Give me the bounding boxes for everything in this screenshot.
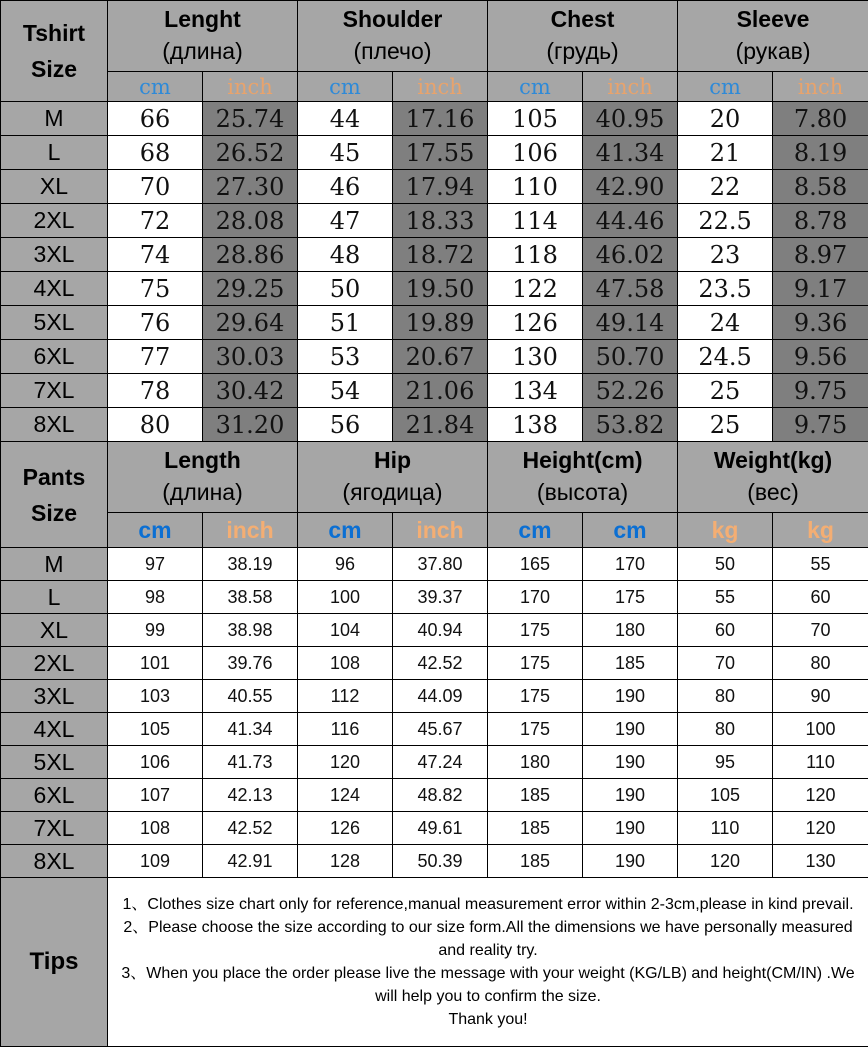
pants-value-cell: 101 xyxy=(108,647,203,680)
pants-value-cell: 190 xyxy=(583,680,678,713)
pants-value-cell: 190 xyxy=(583,812,678,845)
tshirt-size-label: 3XL xyxy=(1,238,108,272)
tshirt-value-cell: 29.25 xyxy=(203,272,298,306)
tshirt-size-row xyxy=(1,170,868,204)
tshirt-value-cell: 9.17 xyxy=(773,272,868,306)
tshirt-value-cell: 30.42 xyxy=(203,374,298,408)
tshirt-value-cell: 31.20 xyxy=(203,408,298,442)
pants-column-header xyxy=(488,442,678,513)
pants-value-cell: 130 xyxy=(773,845,868,878)
tshirt-value-cell: 46 xyxy=(298,170,393,204)
tshirt-value-cell: 48 xyxy=(298,238,393,272)
pants-size-row xyxy=(1,680,868,713)
tshirt-column-header xyxy=(108,1,298,72)
tshirt-size-header-line: Size xyxy=(1,51,107,87)
pants-value-cell: 50 xyxy=(678,548,773,581)
tshirt-value-cell: 19.50 xyxy=(393,272,488,306)
tshirt-size-label: XL xyxy=(1,170,108,204)
pants-value-cell: 97 xyxy=(108,548,203,581)
tshirt-value-cell: 25 xyxy=(678,408,773,442)
tshirt-size-row xyxy=(1,102,868,136)
pants-value-cell: 106 xyxy=(108,746,203,779)
pants-value-cell: 42.13 xyxy=(203,779,298,812)
tshirt-value-cell: 18.33 xyxy=(393,204,488,238)
pants-value-cell: 170 xyxy=(583,548,678,581)
tshirt-value-cell: 134 xyxy=(488,374,583,408)
pants-value-cell: 49.61 xyxy=(393,812,488,845)
tshirt-value-cell: 21.06 xyxy=(393,374,488,408)
pants-unit-label: cm xyxy=(583,513,678,548)
pants-value-cell: 185 xyxy=(488,812,583,845)
tshirt-value-cell: 52.26 xyxy=(583,374,678,408)
tshirt-value-cell: 75 xyxy=(108,272,203,306)
tshirt-value-cell: 20 xyxy=(678,102,773,136)
tshirt-size-row xyxy=(1,136,868,170)
pants-size-row xyxy=(1,548,868,581)
tshirt-value-cell: 27.30 xyxy=(203,170,298,204)
pants-unit-label: cm xyxy=(298,513,393,548)
pants-value-cell: 185 xyxy=(488,845,583,878)
pants-size-row xyxy=(1,581,868,614)
tshirt-column-title: Chest xyxy=(488,4,677,34)
pants-value-cell: 120 xyxy=(298,746,393,779)
pants-size-row xyxy=(1,713,868,746)
pants-value-cell: 60 xyxy=(773,581,868,614)
pants-value-cell: 120 xyxy=(678,845,773,878)
tshirt-value-cell: 23 xyxy=(678,238,773,272)
tshirt-value-cell: 24.5 xyxy=(678,340,773,374)
tshirt-value-cell: 20.67 xyxy=(393,340,488,374)
pants-value-cell: 120 xyxy=(773,779,868,812)
pants-value-cell: 116 xyxy=(298,713,393,746)
tshirt-value-cell: 54 xyxy=(298,374,393,408)
tshirt-value-cell: 70 xyxy=(108,170,203,204)
tshirt-value-cell: 17.55 xyxy=(393,136,488,170)
tshirt-size-label: M xyxy=(1,102,108,136)
pants-value-cell: 90 xyxy=(773,680,868,713)
pants-size-row xyxy=(1,812,868,845)
tshirt-column-header xyxy=(298,1,488,72)
tshirt-value-cell: 8.19 xyxy=(773,136,868,170)
pants-unit-label: cm xyxy=(108,513,203,548)
tshirt-value-cell: 138 xyxy=(488,408,583,442)
pants-size-label: 6XL xyxy=(1,779,108,812)
pants-value-cell: 39.76 xyxy=(203,647,298,680)
tshirt-column-header xyxy=(678,1,868,72)
pants-value-cell: 42.91 xyxy=(203,845,298,878)
pants-value-cell: 110 xyxy=(773,746,868,779)
pants-column-subtitle: (высота) xyxy=(488,475,677,509)
tips-label: Tips xyxy=(1,878,108,1047)
pants-column-header xyxy=(108,442,298,513)
tshirt-unit-label: inch xyxy=(203,72,298,102)
pants-value-cell: 190 xyxy=(583,713,678,746)
tshirt-unit-label: inch xyxy=(773,72,868,102)
tshirt-value-cell: 8.58 xyxy=(773,170,868,204)
pants-value-cell: 38.19 xyxy=(203,548,298,581)
pants-value-cell: 165 xyxy=(488,548,583,581)
pants-value-cell: 99 xyxy=(108,614,203,647)
tshirt-value-cell: 23.5 xyxy=(678,272,773,306)
pants-value-cell: 124 xyxy=(298,779,393,812)
pants-value-cell: 50.39 xyxy=(393,845,488,878)
tshirt-unit-label: inch xyxy=(583,72,678,102)
tshirt-value-cell: 28.08 xyxy=(203,204,298,238)
pants-value-cell: 48.82 xyxy=(393,779,488,812)
pants-value-cell: 41.73 xyxy=(203,746,298,779)
pants-value-cell: 98 xyxy=(108,581,203,614)
tshirt-column-title: Sleeve xyxy=(678,4,868,34)
tshirt-value-cell: 9.75 xyxy=(773,408,868,442)
tshirt-size-row xyxy=(1,238,868,272)
pants-column-title: Hip xyxy=(298,445,487,475)
tshirt-value-cell: 53.82 xyxy=(583,408,678,442)
tshirt-value-cell: 106 xyxy=(488,136,583,170)
tshirt-column-subtitle: (плечо) xyxy=(298,34,487,68)
pants-size-row xyxy=(1,647,868,680)
pants-value-cell: 175 xyxy=(488,647,583,680)
pants-column-title: Length xyxy=(108,445,297,475)
pants-value-cell: 185 xyxy=(488,779,583,812)
pants-size-label: XL xyxy=(1,614,108,647)
tshirt-size-label: 5XL xyxy=(1,306,108,340)
tshirt-value-cell: 114 xyxy=(488,204,583,238)
pants-size-label: 8XL xyxy=(1,845,108,878)
pants-value-cell: 55 xyxy=(773,548,868,581)
tips-line: 1、Clothes size chart only for reference,manual measurement error within 2-3cm,please in kind prevail. xyxy=(112,893,864,916)
tshirt-unit-label: cm xyxy=(108,72,203,102)
tshirt-value-cell: 44 xyxy=(298,102,393,136)
pants-value-cell: 39.37 xyxy=(393,581,488,614)
tshirt-value-cell: 22 xyxy=(678,170,773,204)
tshirt-value-cell: 76 xyxy=(108,306,203,340)
tshirt-value-cell: 66 xyxy=(108,102,203,136)
pants-size-header-line: Pants xyxy=(1,459,107,495)
pants-size-label: M xyxy=(1,548,108,581)
pants-value-cell: 110 xyxy=(678,812,773,845)
tshirt-value-cell: 51 xyxy=(298,306,393,340)
pants-value-cell: 95 xyxy=(678,746,773,779)
tshirt-size-label: L xyxy=(1,136,108,170)
pants-size-row xyxy=(1,779,868,812)
tshirt-column-header xyxy=(488,1,678,72)
pants-size-row xyxy=(1,746,868,779)
pants-size-label: 7XL xyxy=(1,812,108,845)
tshirt-value-cell: 25 xyxy=(678,374,773,408)
tshirt-value-cell: 8.78 xyxy=(773,204,868,238)
pants-value-cell: 105 xyxy=(678,779,773,812)
tshirt-value-cell: 105 xyxy=(488,102,583,136)
tshirt-value-cell: 53 xyxy=(298,340,393,374)
tshirt-value-cell: 24 xyxy=(678,306,773,340)
pants-value-cell: 105 xyxy=(108,713,203,746)
tshirt-unit-label: cm xyxy=(488,72,583,102)
tshirt-value-cell: 68 xyxy=(108,136,203,170)
pants-value-cell: 47.24 xyxy=(393,746,488,779)
tshirt-value-cell: 30.03 xyxy=(203,340,298,374)
pants-unit-label: inch xyxy=(203,513,298,548)
tshirt-value-cell: 50.70 xyxy=(583,340,678,374)
tshirt-unit-label: cm xyxy=(678,72,773,102)
tshirt-size-row xyxy=(1,204,868,238)
pants-value-cell: 37.80 xyxy=(393,548,488,581)
tshirt-value-cell: 9.56 xyxy=(773,340,868,374)
tshirt-size-label: 4XL xyxy=(1,272,108,306)
tshirt-unit-label: cm xyxy=(298,72,393,102)
tshirt-column-subtitle: (грудь) xyxy=(488,34,677,68)
pants-value-cell: 60 xyxy=(678,614,773,647)
tshirt-value-cell: 17.94 xyxy=(393,170,488,204)
tshirt-size-row xyxy=(1,374,868,408)
tshirt-value-cell: 17.16 xyxy=(393,102,488,136)
tshirt-column-subtitle: (длина) xyxy=(108,34,297,68)
pants-value-cell: 108 xyxy=(108,812,203,845)
tshirt-value-cell: 40.95 xyxy=(583,102,678,136)
tshirt-value-cell: 49.14 xyxy=(583,306,678,340)
tshirt-column-subtitle: (рукав) xyxy=(678,34,868,68)
pants-value-cell: 38.98 xyxy=(203,614,298,647)
pants-value-cell: 104 xyxy=(298,614,393,647)
tips-line: 2、Please choose the size according to our size form.All the dimensions we have personally measured and reality try. xyxy=(112,916,864,962)
pants-unit-label: cm xyxy=(488,513,583,548)
pants-column-header xyxy=(678,442,868,513)
tshirt-size-label: 7XL xyxy=(1,374,108,408)
pants-value-cell: 109 xyxy=(108,845,203,878)
tshirt-value-cell: 47.58 xyxy=(583,272,678,306)
tshirt-value-cell: 72 xyxy=(108,204,203,238)
pants-size-row xyxy=(1,845,868,878)
pants-size-label: 5XL xyxy=(1,746,108,779)
pants-value-cell: 40.94 xyxy=(393,614,488,647)
tshirt-size-row xyxy=(1,306,868,340)
tshirt-column-title: Shoulder xyxy=(298,4,487,34)
pants-value-cell: 175 xyxy=(488,713,583,746)
pants-column-title: Weight(kg) xyxy=(678,445,868,475)
pants-size-label: 3XL xyxy=(1,680,108,713)
pants-value-cell: 42.52 xyxy=(203,812,298,845)
tshirt-value-cell: 25.74 xyxy=(203,102,298,136)
tshirt-value-cell: 8.97 xyxy=(773,238,868,272)
pants-value-cell: 185 xyxy=(583,647,678,680)
pants-value-cell: 175 xyxy=(488,614,583,647)
tshirt-value-cell: 7.80 xyxy=(773,102,868,136)
tshirt-value-cell: 21 xyxy=(678,136,773,170)
pants-size-header-line: Size xyxy=(1,495,107,531)
tshirt-value-cell: 126 xyxy=(488,306,583,340)
pants-value-cell: 180 xyxy=(583,614,678,647)
tshirt-value-cell: 50 xyxy=(298,272,393,306)
pants-column-subtitle: (вес) xyxy=(678,475,868,509)
tshirt-size-row xyxy=(1,340,868,374)
pants-size-row xyxy=(1,614,868,647)
pants-column-header xyxy=(298,442,488,513)
tshirt-value-cell: 19.89 xyxy=(393,306,488,340)
pants-value-cell: 42.52 xyxy=(393,647,488,680)
pants-size-label: 2XL xyxy=(1,647,108,680)
pants-unit-label: kg xyxy=(773,513,868,548)
tshirt-value-cell: 44.46 xyxy=(583,204,678,238)
pants-value-cell: 108 xyxy=(298,647,393,680)
pants-value-cell: 55 xyxy=(678,581,773,614)
pants-value-cell: 38.58 xyxy=(203,581,298,614)
pants-value-cell: 40.55 xyxy=(203,680,298,713)
pants-value-cell: 80 xyxy=(678,713,773,746)
tshirt-value-cell: 74 xyxy=(108,238,203,272)
tshirt-size-header-line: Tshirt xyxy=(1,15,107,51)
tips-line: 3、When you place the order please live the message with your weight (KG/LB) and height(CM/IN) .We will help you to confirm the size. xyxy=(112,962,864,1008)
tshirt-size-row xyxy=(1,408,868,442)
tshirt-value-cell: 122 xyxy=(488,272,583,306)
tshirt-value-cell: 118 xyxy=(488,238,583,272)
tshirt-value-cell: 29.64 xyxy=(203,306,298,340)
pants-value-cell: 70 xyxy=(773,614,868,647)
tshirt-value-cell: 9.36 xyxy=(773,306,868,340)
tshirt-unit-label: inch xyxy=(393,72,488,102)
pants-value-cell: 70 xyxy=(678,647,773,680)
pants-value-cell: 128 xyxy=(298,845,393,878)
pants-column-subtitle: (ягодица) xyxy=(298,475,487,509)
tshirt-value-cell: 56 xyxy=(298,408,393,442)
tshirt-value-cell: 45 xyxy=(298,136,393,170)
tshirt-value-cell: 28.86 xyxy=(203,238,298,272)
tshirt-value-cell: 80 xyxy=(108,408,203,442)
tshirt-value-cell: 22.5 xyxy=(678,204,773,238)
tshirt-value-cell: 110 xyxy=(488,170,583,204)
tshirt-value-cell: 78 xyxy=(108,374,203,408)
pants-unit-label: inch xyxy=(393,513,488,548)
pants-value-cell: 190 xyxy=(583,779,678,812)
pants-value-cell: 170 xyxy=(488,581,583,614)
pants-value-cell: 175 xyxy=(583,581,678,614)
tshirt-size-label: 6XL xyxy=(1,340,108,374)
tshirt-value-cell: 21.84 xyxy=(393,408,488,442)
tshirt-size-header xyxy=(1,1,108,102)
pants-value-cell: 80 xyxy=(678,680,773,713)
tshirt-size-label: 2XL xyxy=(1,204,108,238)
tshirt-value-cell: 41.34 xyxy=(583,136,678,170)
tshirt-column-title: Lenght xyxy=(108,4,297,34)
pants-size-label: L xyxy=(1,581,108,614)
pants-size-label: 4XL xyxy=(1,713,108,746)
tips-text xyxy=(108,878,868,1047)
tshirt-value-cell: 18.72 xyxy=(393,238,488,272)
tshirt-size-label: 8XL xyxy=(1,408,108,442)
tshirt-value-cell: 130 xyxy=(488,340,583,374)
pants-value-cell: 80 xyxy=(773,647,868,680)
tshirt-size-row xyxy=(1,272,868,306)
tshirt-value-cell: 42.90 xyxy=(583,170,678,204)
pants-value-cell: 45.67 xyxy=(393,713,488,746)
tips-line: Thank you! xyxy=(112,1008,864,1031)
pants-value-cell: 44.09 xyxy=(393,680,488,713)
pants-unit-label: kg xyxy=(678,513,773,548)
pants-value-cell: 103 xyxy=(108,680,203,713)
tshirt-value-cell: 46.02 xyxy=(583,238,678,272)
size-chart-body xyxy=(1,1,868,1047)
pants-value-cell: 112 xyxy=(298,680,393,713)
pants-value-cell: 180 xyxy=(488,746,583,779)
pants-column-subtitle: (длина) xyxy=(108,475,297,509)
tshirt-value-cell: 26.52 xyxy=(203,136,298,170)
pants-value-cell: 107 xyxy=(108,779,203,812)
pants-size-header xyxy=(1,442,108,548)
tshirt-value-cell: 9.75 xyxy=(773,374,868,408)
pants-value-cell: 96 xyxy=(298,548,393,581)
pants-value-cell: 120 xyxy=(773,812,868,845)
pants-value-cell: 126 xyxy=(298,812,393,845)
pants-value-cell: 190 xyxy=(583,746,678,779)
pants-value-cell: 190 xyxy=(583,845,678,878)
pants-value-cell: 41.34 xyxy=(203,713,298,746)
pants-value-cell: 100 xyxy=(298,581,393,614)
pants-column-title: Height(cm) xyxy=(488,445,677,475)
pants-value-cell: 175 xyxy=(488,680,583,713)
tshirt-value-cell: 77 xyxy=(108,340,203,374)
tshirt-value-cell: 47 xyxy=(298,204,393,238)
pants-value-cell: 100 xyxy=(773,713,868,746)
